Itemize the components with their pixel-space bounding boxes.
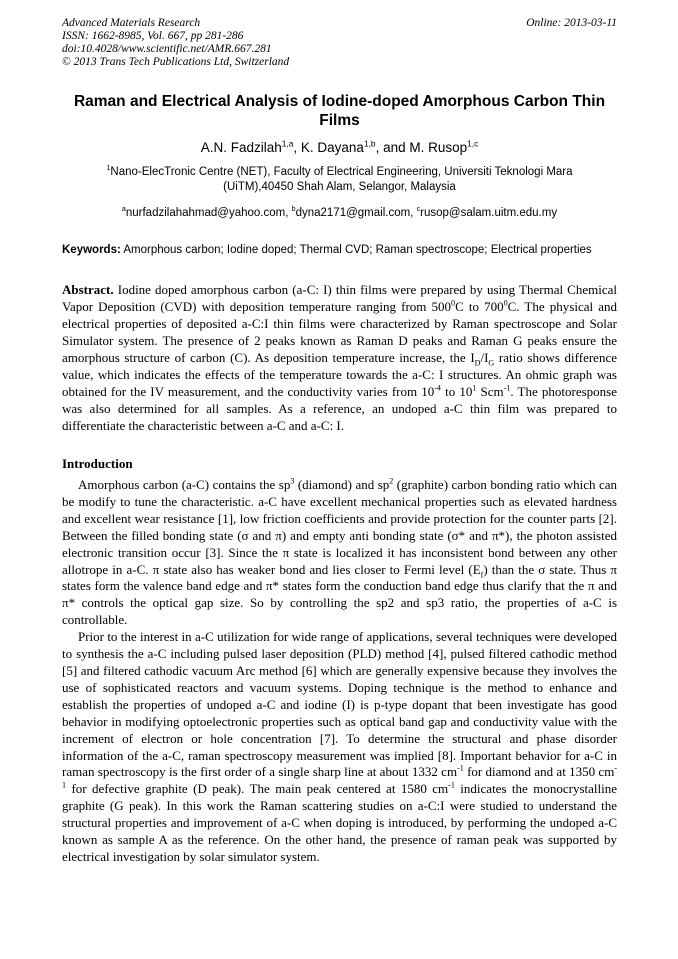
intro-paragraph-2: Prior to the interest in a-C utilization for wide range of applications, several techniques were developed to synthesis the a-C including pulsed laser deposition (PLD) method [4], pulsed filtered cathodic method [5] and filtered cathodic vacuum Arc method [6] which are generally expensive because they involves the use of sophisticated reactors and vacuum systems. Doping technique is the method to enhance and establish the properties of undoped a-C and iodine (I) is p-type dopant that been investigate has good behavior in modifying optoelectronic properties such as optical band gap and conductivity value with the increment of electron or hole concentration [7]. To determine the structural and phase disorder information of the a-C, raman spectroscopy measurement was implied [8]. Important behavior for a-C in raman spectroscopy is the first order of a single sharp line at about 1332 $cm^{-1}$ for diamond and at 1350 $cm^{-1}$ for defective graphite (D peak). The main peak centered at 1580 $cm^{-1}$ indicates the monocrystalline graphite (G peak). In this work the Raman scattering studies on a-C:I were studied to understand the structural properties and improvement of a-C when doping is introduced, by performing the undoped a-C known as sample A as the reference. On the other hand, the presence of raman peak was supported by electrical investigation by solar simulator system. xyxy=(62,629,618,864)
intro-paragraph-1: Amorphous carbon (a-C) contains the $sp^3$ (diamond) and $sp^2$ (graphite) carbon bonding ratio which can be modify to tune the characteristic. a-C have excellent mechanical properties such as elevated hardness and excellent wear resistance [1], low friction coefficients and provide protection for the counter parts [2]. Between the filled bonding state (σ and π) and empty anti bonding state (σ* and π*), the photon assisted electronic transition occur [3]. Since the π state is localized it has inconsistent bond between any other allotrope in a-C. π state also has weaker bond and lies closer to Fermi level $(E_f)$ than the σ state. Thus π states form the valence band edge and π* states form the conduction band edge thus clarify that the π and π* controls the optical gap size. So by controlling the sp2 and sp3 ratio, the properties of a-C is controllable. xyxy=(62,476,618,628)
online-date: Online: 2013-03-11 xyxy=(526,17,617,29)
copyright-line: © 2013 Trans Tech Publications Ltd, Switzerland xyxy=(62,56,290,68)
affiliation-line: $^1$Nano-ElecTronic Centre (NET), Faculty of Electrical Engineering, Universiti Teknologi Mara (UiTM),40450 Shah Alam, Selangor, Malaysia xyxy=(106,164,573,193)
journal-name: Advanced Materials Research xyxy=(62,17,201,29)
doi-line: doi:10.4028/www.scientific.net/AMR.667.281 xyxy=(62,43,272,55)
abstract-paragraph: Abstract. Iodine doped amorphous carbon (a-C: I) thin films were prepared by using Thermal Chemical Vapor Deposition (CVD) with deposition temperature ranging from $500^0C$ to $700^0C$. The physical and electrical properties of deposited a-C:I thin films were characterized by Raman spectroscope and Solar Simulator system. The presence of 2 peaks known as Raman D peaks and Raman G peaks ensure the amorphous structure of carbon (C). As deposition temperature increase, the $I_D/I_G$ ratio shows difference value, which indicates the effects of the temperature towards the a-C: I structures. An ohmic graph was obtained for the IV measurement, and the conductivity varies from $10^{-4}$ to $10^1$ Scm$^{-1}$. The photoresponse was also determined for all samples. As a reference, an undoped a-C thin film was prepared to differentiate the characteristic between a-C and a-C: I. xyxy=(62,282,617,433)
emails-line: $^a$nurfadzilahahmad@yahoo.com, $^b$dyna2171@gmail.com, $^c$rusop@salam.uitm.edu.my xyxy=(121,205,558,219)
issn-line: ISSN: 1662-8985, Vol. 667, pp 281-286 xyxy=(62,30,244,42)
journal-header-left xyxy=(62,17,289,69)
keywords-line: Keywords: Amorphous carbon; Iodine doped; Thermal CVD; Raman spectroscope; Electrical properties xyxy=(62,244,592,256)
section-heading-introduction: Introduction xyxy=(62,456,133,471)
paper-title: Raman and Electrical Analysis of Iodine-doped Amorphous Carbon Thin Films xyxy=(73,93,606,129)
authors-line: A.N. Fadzilah$^{1,a}$, K. Dayana$^{1,b}$, and M. Rusop$^{1,c}$ xyxy=(200,138,479,155)
journal-header xyxy=(62,17,617,69)
